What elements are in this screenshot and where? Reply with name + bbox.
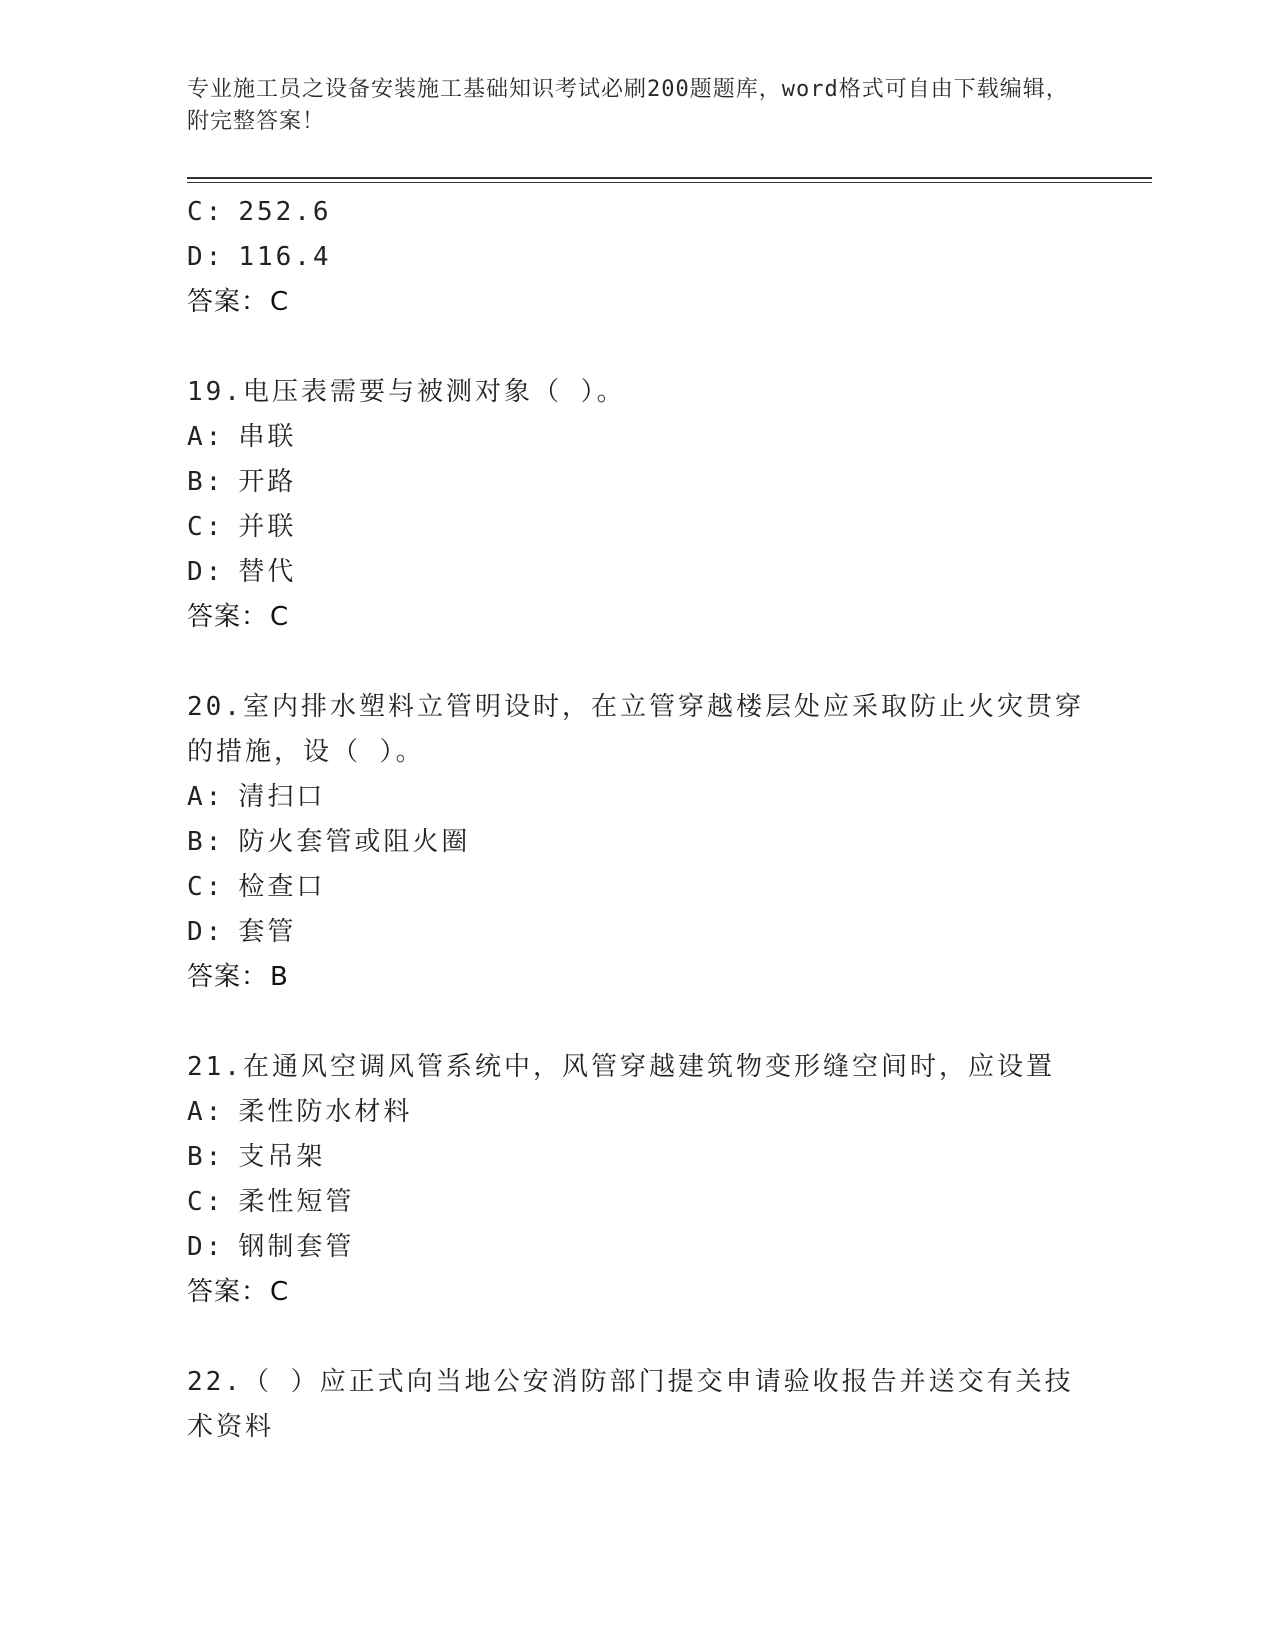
option-d: D: 钢制套管 — [187, 1232, 355, 1262]
header-divider-thin — [187, 182, 1152, 183]
answer-line: 答案：C — [187, 602, 290, 632]
option-b: B: 支吊架 — [187, 1142, 326, 1172]
answer-line: 答案：C — [187, 287, 290, 317]
question-stem: 19.电压表需要与被测对象（ ）。 — [187, 377, 626, 407]
header-divider — [187, 177, 1152, 179]
option-b: B: 开路 — [187, 467, 297, 497]
option-c: C: 检查口 — [187, 872, 326, 902]
question-stem: 21.在通风空调风管系统中，风管穿越建筑物变形缝空间时，应设置 — [187, 1052, 1055, 1082]
question-stem: 20.室内排水塑料立管明设时，在立管穿越楼层处应采取防止火灾贯穿 — [187, 692, 1084, 722]
option-b: B: 防火套管或阻火圈 — [187, 827, 471, 857]
option-c: C: 252.6 — [187, 197, 332, 227]
option-a: A: 串联 — [187, 422, 297, 452]
option-d: D: 116.4 — [187, 242, 332, 272]
answer-line: 答案：B — [187, 962, 289, 992]
option-d: D: 套管 — [187, 917, 297, 947]
option-c: C: 柔性短管 — [187, 1187, 355, 1217]
question-stem: 22.（ ）应正式向当地公安消防部门提交申请验收报告并送交有关技 — [187, 1367, 1074, 1397]
document-header: 专业施工员之设备安装施工基础知识考试必刷200题题库，word格式可自由下载编辑，附完整答案！ — [187, 77, 1069, 134]
answer-line: 答案：C — [187, 1277, 290, 1307]
question-stem-continued: 的措施，设（ ）。 — [187, 737, 425, 767]
question-content — [187, 190, 1087, 1450]
option-c: C: 并联 — [187, 512, 297, 542]
option-a: A: 柔性防水材料 — [187, 1097, 413, 1127]
option-a: A: 清扫口 — [187, 782, 326, 812]
question-stem-continued: 术资料 — [187, 1412, 275, 1442]
option-d: D: 替代 — [187, 557, 297, 587]
